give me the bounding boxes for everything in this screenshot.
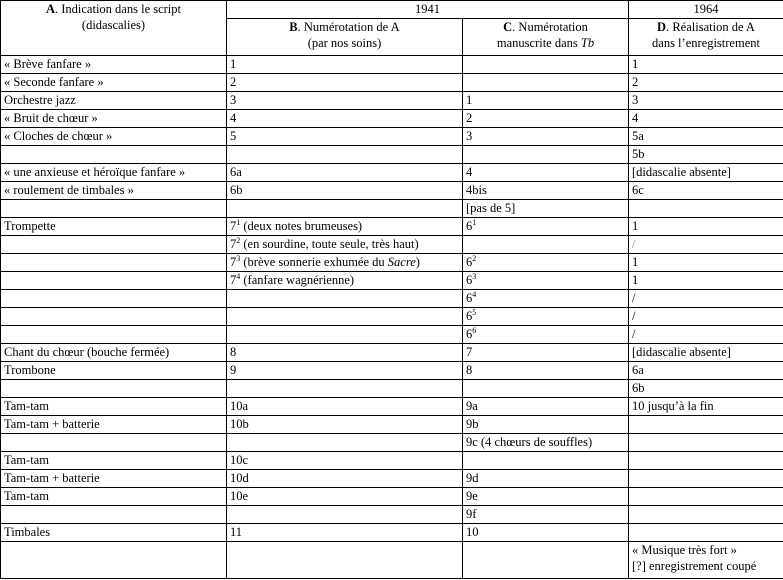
cell-d: 1 — [629, 254, 783, 272]
cell-c — [463, 326, 629, 344]
cell-b: 6b — [227, 182, 463, 200]
cell-d: / — [629, 308, 783, 326]
col-d-header — [629, 19, 783, 56]
col-b-title: . Numérotation de A — [297, 20, 400, 34]
cell-a — [1, 434, 227, 452]
cell-d — [629, 488, 783, 506]
cell-a — [1, 236, 227, 254]
cell-c — [463, 74, 629, 92]
table-row — [1, 164, 783, 182]
cell-d: 5a — [629, 128, 783, 146]
cell-d — [629, 470, 783, 488]
cell-d — [629, 200, 783, 218]
table-row — [1, 308, 783, 326]
table-row — [1, 218, 783, 236]
cell-a: « Seconde fanfare » — [1, 74, 227, 92]
cell-d: 4 — [629, 110, 783, 128]
cell-b: 10a — [227, 398, 463, 416]
col-a-letter: A — [45, 2, 55, 16]
cell-b-end: ) — [415, 255, 420, 269]
cell-b: 10d — [227, 470, 463, 488]
table-row — [1, 380, 783, 398]
cell-d — [629, 452, 783, 470]
cell-b — [227, 380, 463, 398]
cell-c: 8 — [463, 362, 629, 380]
cell-b-sup: 4 — [236, 272, 241, 281]
cell-d: 1 — [629, 218, 783, 236]
cell-a — [1, 326, 227, 344]
cell-b — [227, 146, 463, 164]
cell-c-sup: 5 — [472, 308, 477, 317]
cell-d: / — [629, 326, 783, 344]
cell-a — [1, 146, 227, 164]
col-c-header — [463, 19, 629, 56]
cell-b-sup: 1 — [236, 218, 241, 227]
table-row — [1, 56, 783, 74]
cell-b-base: 7 — [230, 219, 237, 233]
cell-b-italic: Sacre — [387, 255, 416, 269]
col-d-title: . Réalisation de A — [666, 20, 755, 34]
cell-b-text: (en sourdine, toute seule, très haut) — [240, 237, 419, 251]
cell-b: 9 — [227, 362, 463, 380]
cell-c: [pas de 5] — [463, 200, 629, 218]
table-row — [1, 452, 783, 470]
cell-c — [463, 308, 629, 326]
cell-a: « Cloches de chœur » — [1, 128, 227, 146]
table-row — [1, 326, 783, 344]
cell-c-sup: 1 — [472, 218, 477, 227]
cell-c-base: 6 — [466, 219, 473, 233]
col-a-title: . Indication dans le script — [55, 2, 182, 16]
cell-d: 1 — [629, 272, 783, 290]
cell-b — [227, 434, 463, 452]
cell-b-sup: 2 — [236, 236, 241, 245]
table-row — [1, 272, 783, 290]
cell-b: 5 — [227, 128, 463, 146]
col-c-letter: C — [503, 20, 513, 34]
cell-c — [463, 272, 629, 290]
table-row — [1, 416, 783, 434]
table-row — [1, 362, 783, 380]
cell-c: 10 — [463, 524, 629, 542]
table-row — [1, 236, 783, 254]
cell-b-text: (brève sonnerie exhumée du — [240, 255, 388, 269]
cell-b: 10c — [227, 452, 463, 470]
cell-c-sup: 6 — [472, 326, 477, 335]
cell-c: 2 — [463, 110, 629, 128]
cell-c-sup: 3 — [472, 272, 477, 281]
cell-c: 9d — [463, 470, 629, 488]
cell-c-sup: 4 — [472, 290, 477, 299]
cell-b: 10e — [227, 488, 463, 506]
cell-c — [463, 146, 629, 164]
table-row — [1, 128, 783, 146]
cell-b: 6a — [227, 164, 463, 182]
col-c-sub-italic: Tb — [580, 36, 595, 50]
cell-a: Tam-tam — [1, 488, 227, 506]
cell-a — [1, 308, 227, 326]
table-row — [1, 74, 783, 92]
table-row — [1, 524, 783, 542]
cell-a: Tam-tam — [1, 452, 227, 470]
cell-b — [227, 200, 463, 218]
cell-d: / — [629, 290, 783, 308]
cell-c: 7 — [463, 344, 629, 362]
table-row — [1, 344, 783, 362]
table-row — [1, 470, 783, 488]
cell-d: 6c — [629, 182, 783, 200]
cell-d: 1 — [629, 56, 783, 74]
cell-d — [629, 524, 783, 542]
col-c-title: . Numérotation — [512, 20, 588, 34]
cell-c — [463, 218, 629, 236]
cell-b: 11 — [227, 524, 463, 542]
cell-d: [didascalie absente] — [629, 164, 783, 182]
cell-c: 9f — [463, 506, 629, 524]
cell-c: 3 — [463, 128, 629, 146]
cell-a — [1, 506, 227, 524]
cell-c — [463, 452, 629, 470]
cell-c: 1 — [463, 92, 629, 110]
col-b-sub: (par nos soins) — [307, 36, 382, 50]
cell-a: « Brève fanfare » — [1, 56, 227, 74]
cell-b — [227, 506, 463, 524]
cell-a: Chant du chœur (bouche fermée) — [1, 344, 227, 362]
header-row-years — [1, 1, 783, 19]
table-row — [1, 200, 783, 218]
cell-d-line2: [?] enregistrement coupé — [632, 559, 757, 573]
cell-c — [463, 380, 629, 398]
cell-b: 4 — [227, 110, 463, 128]
cell-b — [227, 542, 463, 579]
cell-b — [227, 254, 463, 272]
cell-c: 4 — [463, 164, 629, 182]
cell-b-base: 7 — [230, 237, 237, 251]
table-row — [1, 488, 783, 506]
cell-d — [629, 416, 783, 434]
year-1941-header: 1941 — [227, 1, 629, 19]
cell-b-base: 7 — [230, 273, 237, 287]
table-row — [1, 254, 783, 272]
cell-c-base: 6 — [466, 255, 473, 269]
col-a-header — [1, 1, 227, 56]
cell-a: Orchestre jazz — [1, 92, 227, 110]
cell-c-base: 6 — [466, 273, 473, 287]
table-row — [1, 542, 783, 579]
cell-c: 4bis — [463, 182, 629, 200]
cell-a: Timbales — [1, 524, 227, 542]
cell-a: Trombone — [1, 362, 227, 380]
cell-c — [463, 290, 629, 308]
cell-d: 6a — [629, 362, 783, 380]
cell-d — [629, 506, 783, 524]
cell-a — [1, 380, 227, 398]
cell-d: 10 jusqu’à la fin — [629, 398, 783, 416]
cell-b: 1 — [227, 56, 463, 74]
cell-c-base: 6 — [466, 327, 473, 341]
cell-b — [227, 272, 463, 290]
cell-d: 5b — [629, 146, 783, 164]
cell-c-sup: 2 — [472, 254, 477, 263]
table-row — [1, 92, 783, 110]
cell-d — [629, 542, 783, 579]
cell-a: « roulement de timbales » — [1, 182, 227, 200]
cell-b-sup: 3 — [236, 254, 241, 263]
cell-b — [227, 326, 463, 344]
table-row — [1, 434, 783, 452]
col-d-sub: dans l’enregistrement — [652, 36, 760, 50]
table-row — [1, 146, 783, 164]
cell-b — [227, 236, 463, 254]
col-d-letter: D — [657, 20, 667, 34]
cell-d-line1: « Musique très fort » — [632, 543, 737, 557]
cell-c — [463, 56, 629, 74]
col-c-sub: manuscrite dans — [496, 36, 581, 50]
cell-a: Trompette — [1, 218, 227, 236]
col-a-sub: (didascalies) — [81, 18, 146, 32]
cell-c: 9a — [463, 398, 629, 416]
cell-a: « une anxieuse et héroïque fanfare » — [1, 164, 227, 182]
cell-a: « Bruit de chœur » — [1, 110, 227, 128]
cell-d: / — [629, 236, 783, 254]
cell-c-base: 6 — [466, 291, 473, 305]
cell-b: 3 — [227, 92, 463, 110]
year-1964-header: 1964 — [629, 1, 783, 19]
table-row — [1, 110, 783, 128]
cell-c: 9b — [463, 416, 629, 434]
cell-b-text: (fanfare wagnérienne) — [240, 273, 355, 287]
cell-b-text: (deux notes brumeuses) — [240, 219, 363, 233]
cell-d: 6b — [629, 380, 783, 398]
cell-c: 9e — [463, 488, 629, 506]
cell-a: Tam-tam — [1, 398, 227, 416]
cell-d: 2 — [629, 74, 783, 92]
cell-d: [didascalie absente] — [629, 344, 783, 362]
cell-b: 8 — [227, 344, 463, 362]
table-row — [1, 398, 783, 416]
cell-c — [463, 236, 629, 254]
col-b-letter: B — [289, 20, 298, 34]
cell-a — [1, 254, 227, 272]
cell-a — [1, 272, 227, 290]
cell-d: 3 — [629, 92, 783, 110]
cell-d — [629, 434, 783, 452]
cell-a — [1, 290, 227, 308]
cell-a — [1, 542, 227, 579]
table-row — [1, 290, 783, 308]
cell-a: Tam-tam + batterie — [1, 470, 227, 488]
cell-c — [463, 254, 629, 272]
cell-b — [227, 218, 463, 236]
cell-a — [1, 200, 227, 218]
cell-b — [227, 290, 463, 308]
cell-c-base: 6 — [466, 309, 473, 323]
cell-c: 9c (4 chœurs de souffles) — [463, 434, 629, 452]
cell-b: 10b — [227, 416, 463, 434]
cell-b-base: 7 — [230, 255, 237, 269]
cell-b: 2 — [227, 74, 463, 92]
table-row — [1, 506, 783, 524]
col-b-header — [227, 19, 463, 56]
cell-c — [463, 542, 629, 579]
cell-b — [227, 308, 463, 326]
table-row — [1, 182, 783, 200]
cell-a: Tam-tam + batterie — [1, 416, 227, 434]
